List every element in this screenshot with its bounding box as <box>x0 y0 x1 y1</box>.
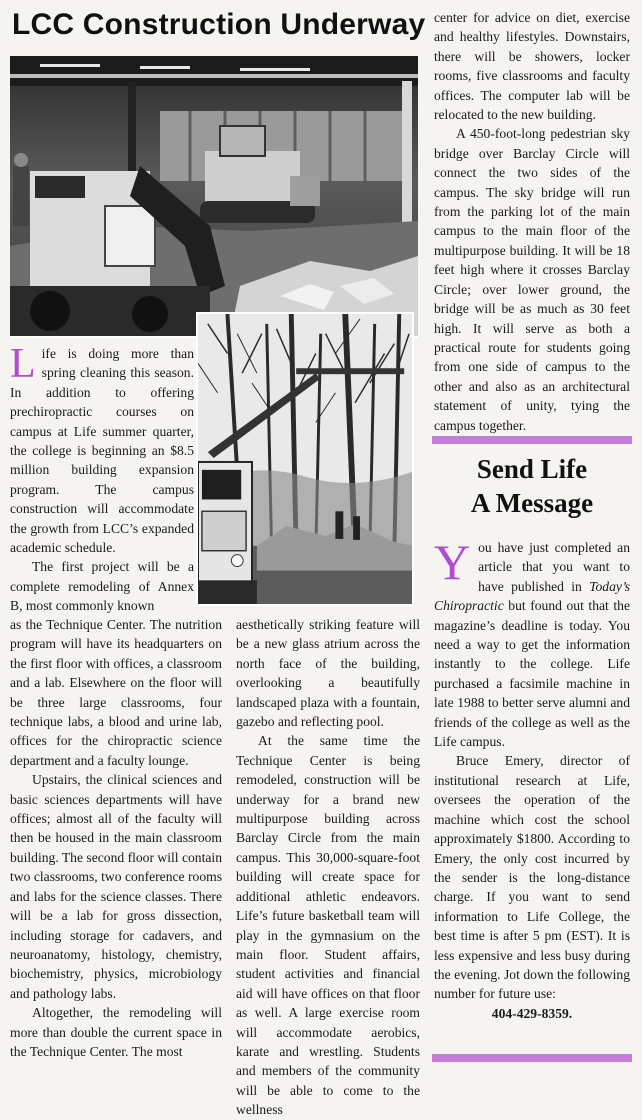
site-clearing-photo <box>196 312 414 606</box>
sidebar-body <box>434 534 630 1023</box>
article-column-1-lower <box>10 615 222 1061</box>
article-paragraph-4: Altogether, the remodeling will more than double the current space in the Technique Center. The most <box>10 1005 222 1059</box>
article-paragraph-2-start: The first project will be a complete remodeling of Annex B, most commonly known <box>10 559 194 614</box>
sidebar-paragraph-1: You have just completed an article that you want to have published in Today’s Chiropractic but found out that the magazine’s deadline is today. You need a way to get the information instantly to the college. Life purchased a facsimile machine in late 1988 to better serve alumni and friends of the college as well as the Life campus. <box>434 534 630 750</box>
article-paragraph-5: aesthetically striking feature will be a new glass atrium across the north face of the building, overlooking a beautifully landscaped plaza with a fountain, gazebo and reflecting pool. <box>236 617 420 730</box>
sidebar-bottom-rule <box>432 1054 632 1062</box>
magazine-title: Today’s Chiropractic <box>434 578 630 614</box>
article-headline: LCC Construction Underway <box>12 8 426 41</box>
article-paragraph-3: Upstairs, the clinical sciences and basic sciences departments will have offices; almost all of the faculty will then be housed in the main classroom building. The second floor will contain two classrooms, two conference rooms and labs for the science classes. There will be a lab for gross dissection, including storage for cadavers, and neuroanatomy, histology, chemistry, biochemistry, physics, microbiology and pathology labs. <box>10 772 222 1001</box>
article-dropcap: L <box>10 341 36 387</box>
article-paragraph-8: A 450-foot-long pedestrian sky bridge over Barclay Circle will connect the two sides of the campus. The sky bridge will run from the parking lot of the main campus to the main floor of the multipurpose building. It will be 18 feet high where it crosses Barclay Circle; over lower ground, the bridge will be as much as 30 feet high. It will serve as both a practical route for students going from one side of campus to the other and also as an architectural statement of unity, tying the campus together. <box>434 126 630 433</box>
article-column-3 <box>434 8 630 435</box>
sidebar-dropcap: Y <box>434 534 471 590</box>
sidebar-paragraph-2: Bruce Emery, director of institutional research at Life, oversees the operation of the machine which cost the school approximately $1800. According to Emery, the only cost incurred by the sender is the long-distance charge. If you want to send information to Life College, the best time is after 5 pm (EST). It is less expensive and less busy during the evening. Jot down the following number for future use: <box>434 753 630 1002</box>
article-column-2 <box>236 615 420 1120</box>
article-paragraph-6: At the same time the Technique Center is being remodeled, construction will be underway for a brand new multipurpose building across Barclay Circle from the main campus. This 30,000-square-foot building will create space for additional athletic endeavors. Life’s future basketball team will play in the gymnasium on the main floor. Student affairs, student activities and financial aid will have offices on that floor as well. A large exercise room will accommodate aerobics, karate and wrestling. Students and members of the community will be able to come to the wellness <box>236 733 420 1118</box>
sidebar-title: Send Life A Message <box>470 454 594 518</box>
article-paragraph-2-cont: as the Technique Center. The nutrition program will have its headquarters on the first floor with offices, a classroom and a lab. Elsewhere on the floor will be three large classrooms, four technique labs, a blood and urine lab, offices for the chiropractic science department and a faculty lounge. <box>10 617 222 768</box>
construction-interior-photo <box>10 56 418 338</box>
sidebar-top-rule <box>432 436 632 444</box>
article-paragraph-1: Life is doing more than spring cleaning this season. In addition to offering prechiropractic courses on campus at Life summer quarter, the college is beginning an $8.5 million building expansion program. The campus construction will accommodate the growth from LCC’s expanded academic schedule. <box>10 341 194 556</box>
fax-number: 404-429-8359. <box>491 1005 573 1021</box>
article-column-1 <box>10 341 194 616</box>
article-paragraph-7: center for advice on diet, exercise and healthy lifestyles. Downstairs, there will be showers, locker rooms, five classrooms and faculty offices. The computer lab will be relocated to the new building. <box>434 10 630 123</box>
